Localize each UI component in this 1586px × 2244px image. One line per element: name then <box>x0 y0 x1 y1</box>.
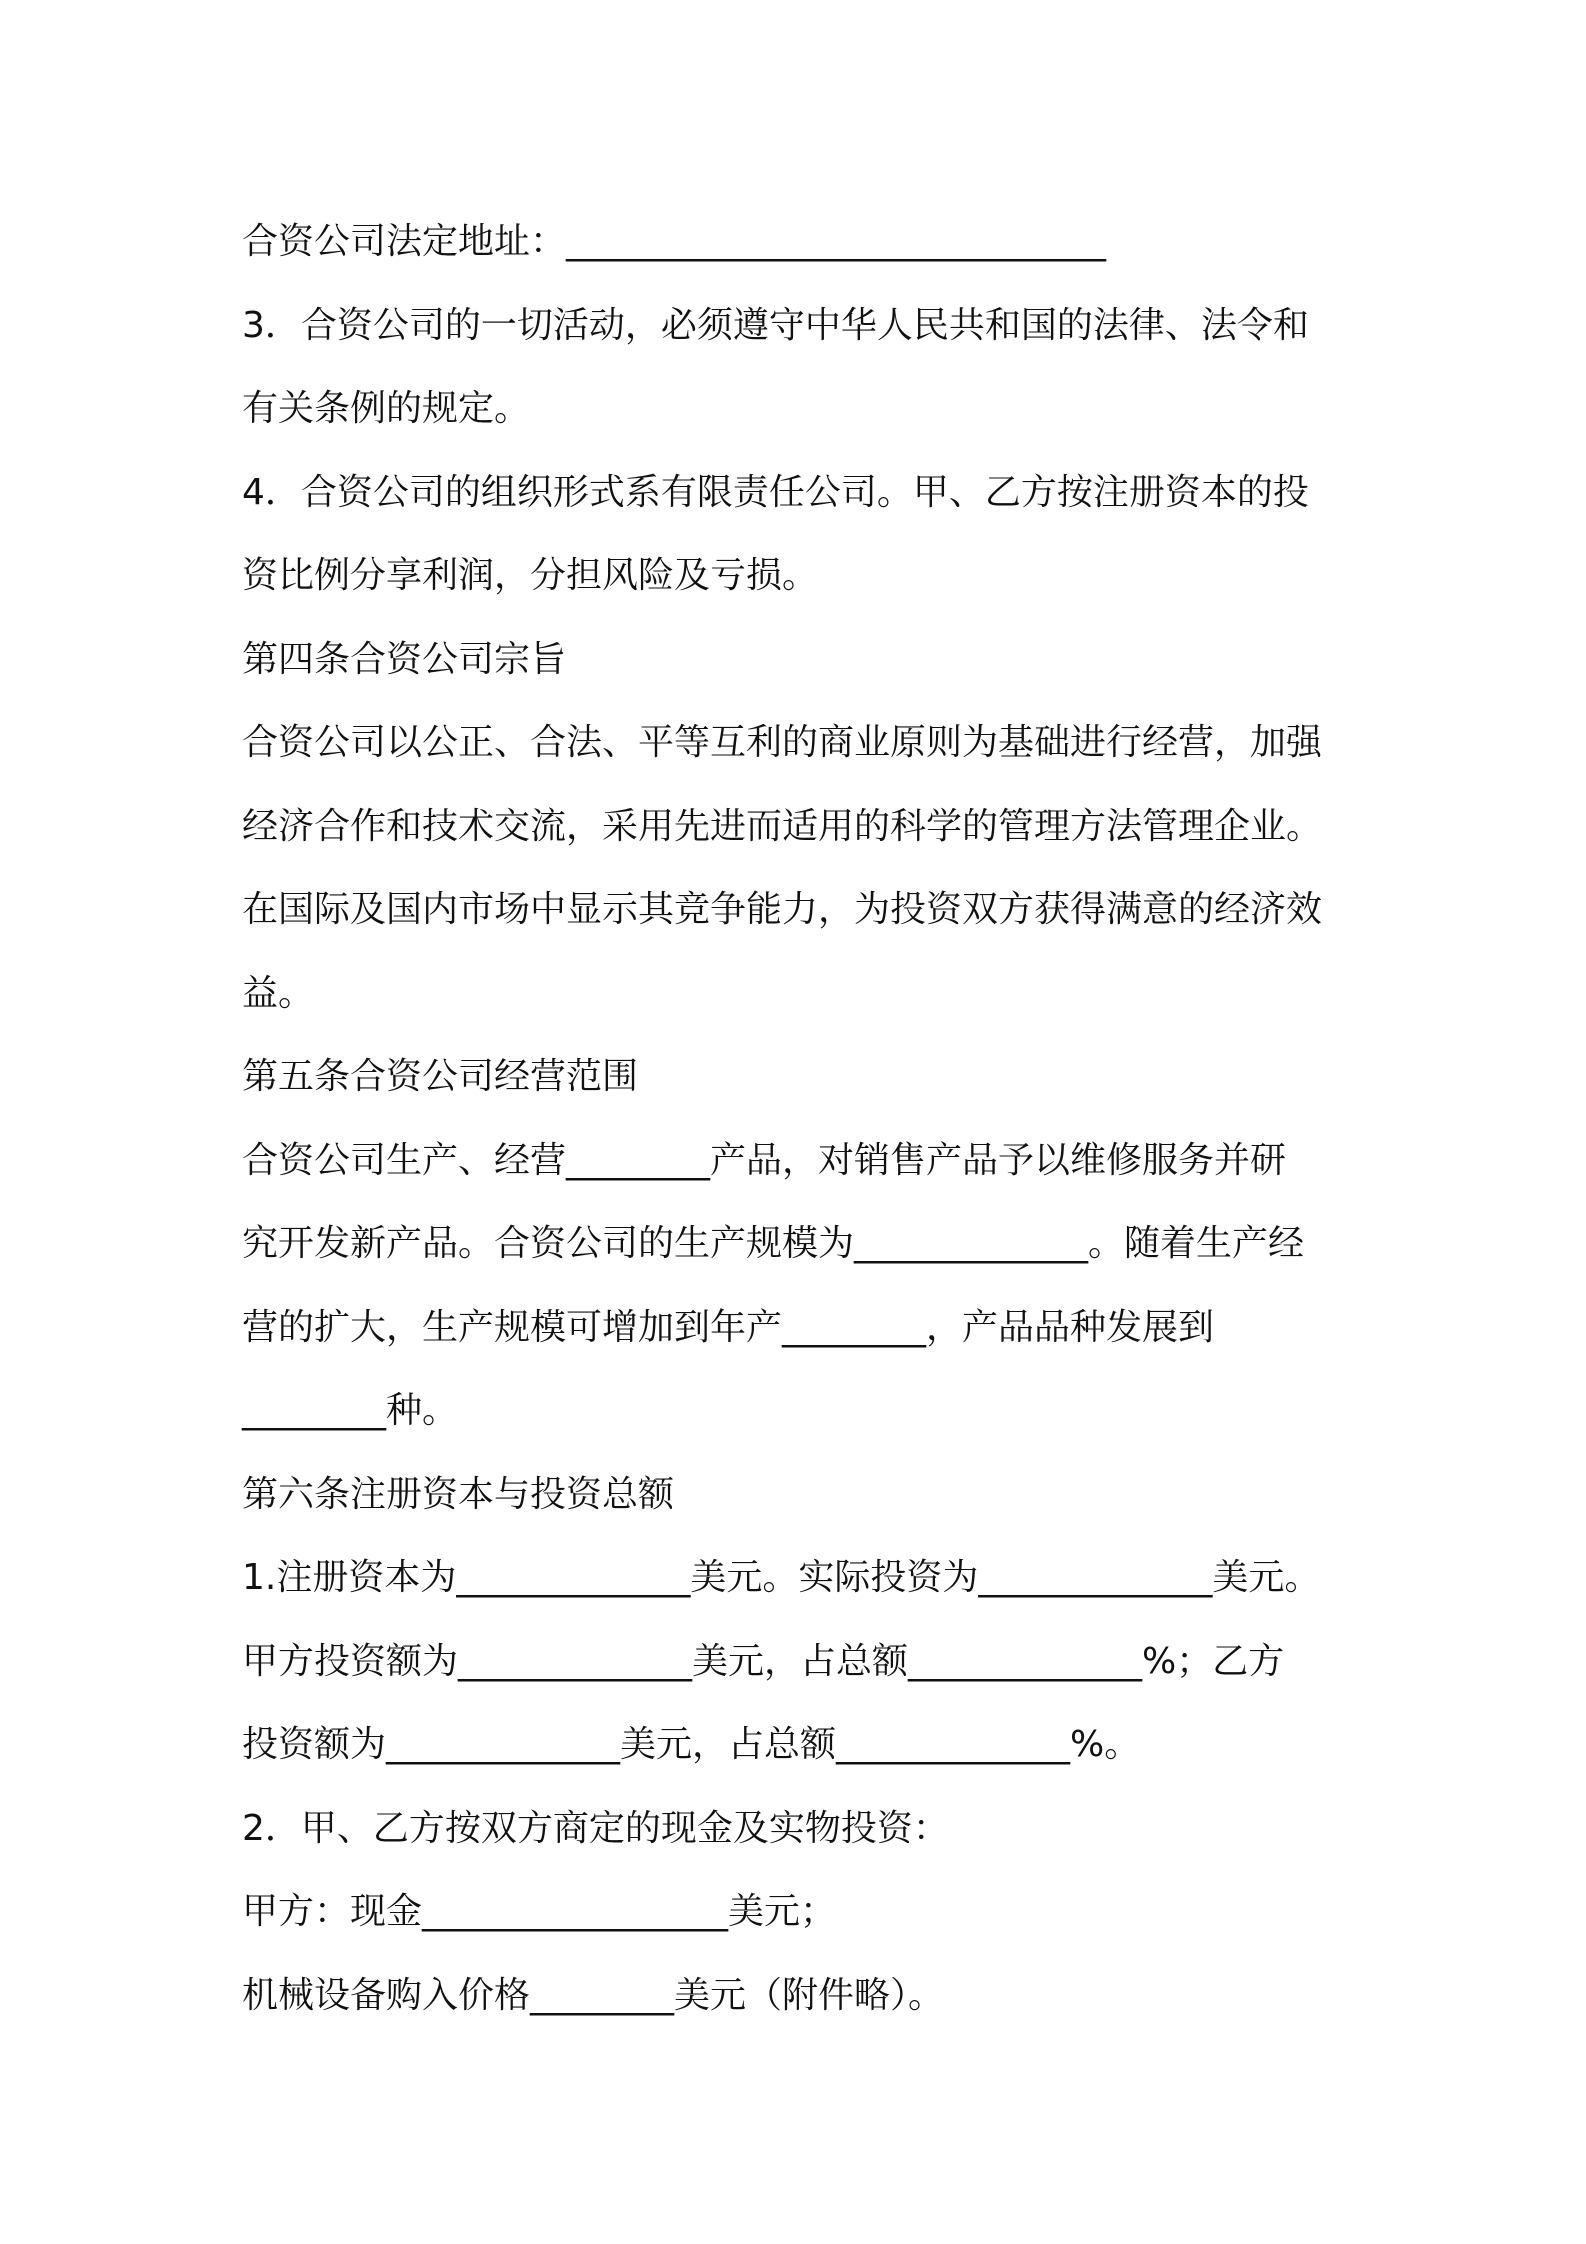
clause-3-line-1: 3．合资公司的一切活动，必须遵守中华人民共和国的法律、法令和 <box>242 304 1309 346</box>
document-body <box>242 200 1362 2037</box>
article-5-paragraph-line-3: 营的扩大，生产规模可增加到年产________，产品品种发展到 <box>242 1306 1215 1348</box>
clause-4-line-1: 4．合资公司的组织形式系有限责任公司。甲、乙方按注册资本的投 <box>242 471 1309 513</box>
article-5-heading: 第五条合资公司经营范围 <box>242 1056 639 1097</box>
legal-address-line: 合资公司法定地址：______________________________ <box>242 221 1107 262</box>
clause-4-line-2: 资比例分享利润，分担风险及亏损。 <box>242 555 819 596</box>
article-5-paragraph-line-4: ________种。 <box>242 1390 459 1431</box>
article-4-heading: 第四条合资公司宗旨 <box>242 638 567 680</box>
party-a-investment-line: 甲方投资额为_____________美元，占总额_____________%；乙方 <box>242 1640 1285 1682</box>
investment-method-line: 2．甲、乙方按双方商定的现金及实物投资： <box>242 1807 949 1849</box>
article-4-paragraph-line-2: 经济合作和技术交流，采用先进而适用的科学的管理方法管理企业。 <box>242 805 1323 847</box>
party-a-cash-line: 甲方：现金_________________美元； <box>242 1891 837 1932</box>
machinery-price-line: 机械设备购入价格________美元（附件略）。 <box>242 1974 945 2016</box>
article-5-paragraph-line-1: 合资公司生产、经营________产品，对销售产品予以维修服务并研 <box>242 1139 1287 1181</box>
party-b-investment-line: 投资额为_____________美元，占总额_____________%。 <box>242 1724 1141 1765</box>
article-6-heading: 第六条注册资本与投资总额 <box>242 1473 675 1515</box>
article-4-paragraph-line-3: 在国际及国内市场中显示其竞争能力，为投资双方获得满意的经济效 <box>242 889 1323 930</box>
registered-capital-line: 1.注册资本为_____________美元。实际投资为_____________美元。 <box>242 1557 1321 1598</box>
clause-3-line-2: 有关条例的规定。 <box>242 388 531 429</box>
article-4-paragraph-line-1: 合资公司以公正、合法、平等互利的商业原则为基础进行经营，加强 <box>242 722 1323 763</box>
article-5-paragraph-line-2: 究开发新产品。合资公司的生产规模为_____________。随着生产经 <box>242 1223 1305 1264</box>
article-4-paragraph-line-4: 益。 <box>242 972 315 1014</box>
